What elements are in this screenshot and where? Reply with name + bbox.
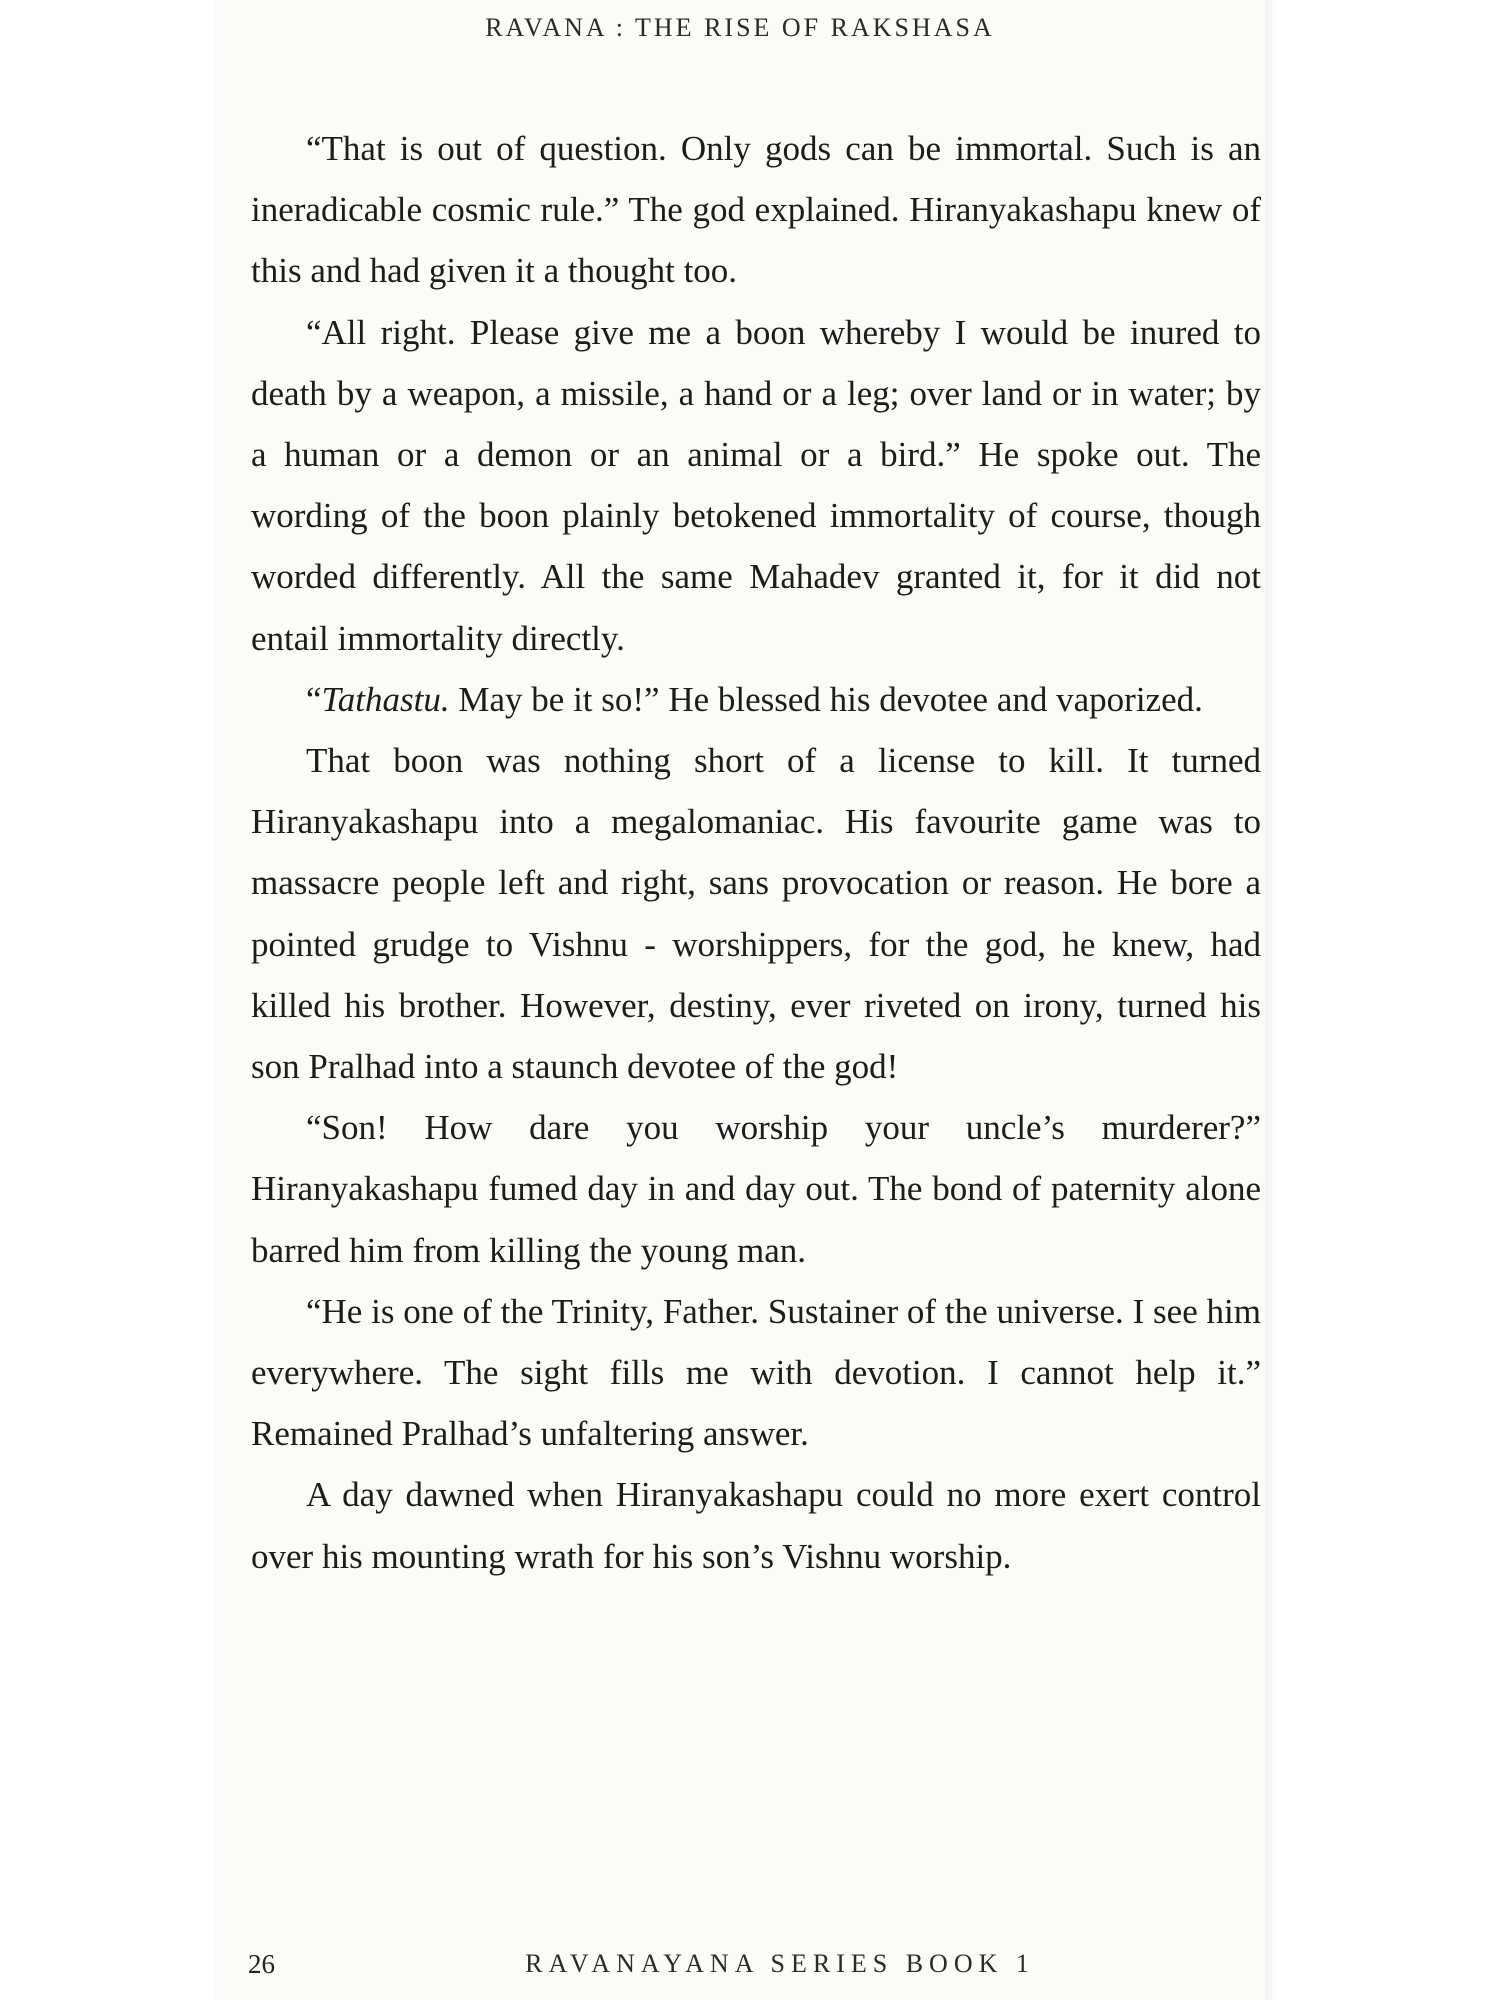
page-number: 26 <box>248 1949 275 1979</box>
running-foot: RAVANAYANA SERIES BOOK 1 <box>525 1949 1035 1978</box>
paragraph-3 <box>251 669 1261 730</box>
paragraph-3-italic-lead: Tathastu. <box>321 679 450 719</box>
paragraph-5: “Son! How dare you worship your uncle’s murderer?” Hiranyakashapu fumed day in and day out. The bond of paternity alone barred him from killing the young man. <box>251 1108 1261 1270</box>
paragraph-4: That boon was nothing short of a license to kill. It turned Hiranyakashapu into a megalomaniac. His favourite game was to massacre people left and right, sans provocation or reason. He bore a pointed grudge to Vishnu - worshippers, for the god, he knew, had killed his brother. However, destiny, ever riveted on irony, turned his son Pralhad into a staunch devotee of the god! <box>251 741 1261 1087</box>
running-head: RAVANA : THE RISE OF RAKSHASA <box>485 13 995 42</box>
book-page <box>215 0 1265 2000</box>
paragraph-3-open-quote: “ <box>306 679 322 719</box>
paragraph-2: “All right. Please give me a boon whereby I would be inured to death by a weapon, a missile, a hand or a leg; over land or in water; by a human or a demon or an animal or a bird.” He spoke out. The wording of the boon plainly betokened immortality of course, though worded differently. All the same Mahadev granted it, for it did not entail immortality directly. <box>251 312 1261 658</box>
paragraph-6: “He is one of the Trinity, Father. Sustainer of the universe. I see him everywhere. The sight fills me with devotion. I cannot help it.” Remained Pralhad’s unfaltering answer. <box>251 1291 1261 1454</box>
paragraph-7: A day dawned when Hiranyakashapu could no more exert control over his mounting wrath for his son’s Vishnu worship. <box>251 1475 1261 1576</box>
paragraph-3-text: May be it so!” He blessed his devotee and vaporized. <box>449 679 1203 719</box>
body-text <box>251 118 1261 1587</box>
paragraph-1: “That is out of question. Only gods can be immortal. Such is an ineradicable cosmic rule.” The god explained. Hiranyakashapu knew of this and had given it a thought too. <box>251 129 1261 291</box>
